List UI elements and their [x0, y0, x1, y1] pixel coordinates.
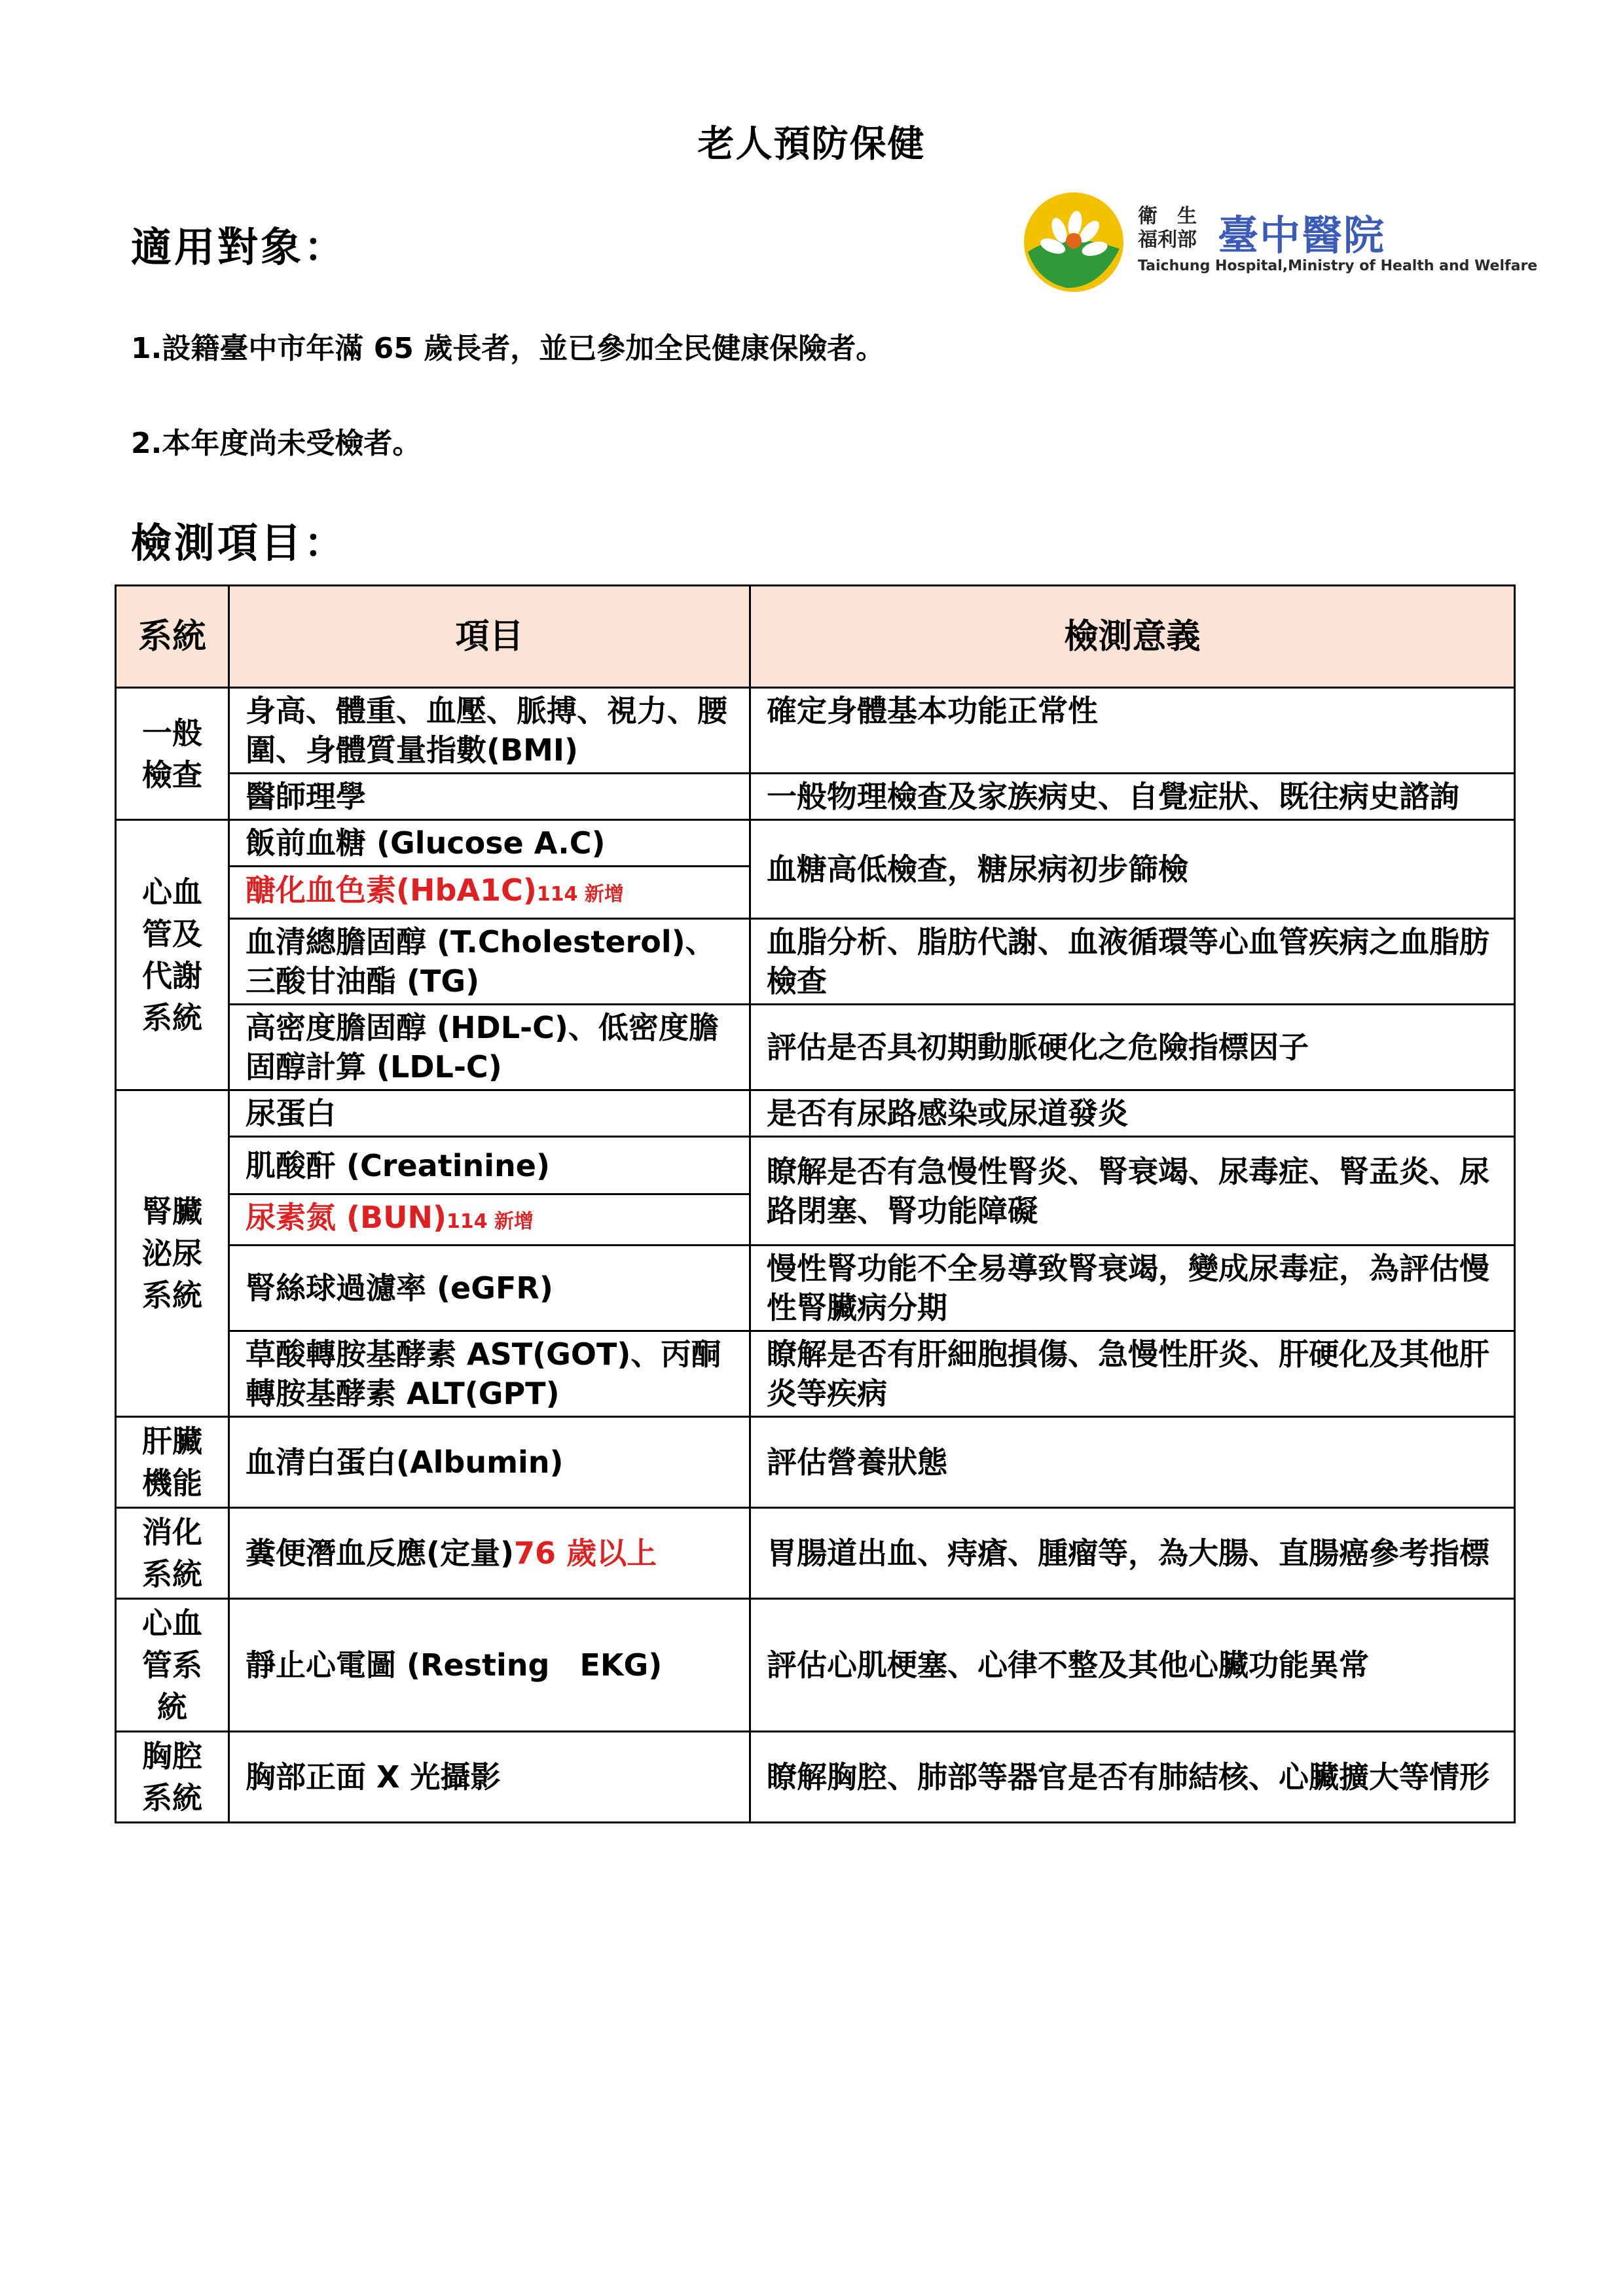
table-row [116, 1137, 1515, 1194]
item-cell: 醫師理學 [229, 774, 750, 820]
table-row [116, 820, 1515, 867]
system-cardiovascular: 心血 管系 統 [116, 1599, 229, 1732]
logo-org-line2: 福利部 [1138, 228, 1197, 251]
item-cell: 靜止心電圖 (Resting EKG) [229, 1599, 750, 1732]
table-row [116, 1331, 1515, 1417]
meaning-cell: 一般物理檢查及家族病史、自覺症狀、既往病史諮詢 [750, 774, 1515, 820]
new-item-label: 尿素氮 (BUN) [246, 1200, 447, 1235]
item-cell: 血清白蛋白(Albumin) [229, 1417, 750, 1508]
item-cell: 尿蛋白 [229, 1090, 750, 1137]
page-title: 老人預防保健 [697, 123, 926, 166]
system-chest: 胸腔 系統 [116, 1732, 229, 1823]
item-cell: 肌酸酐 (Creatinine) [229, 1137, 750, 1194]
meaning-cell: 血糖高低檢查，糖尿病初步篩檢 [750, 820, 1515, 919]
item-label: 糞便潛血反應(定量) [246, 1535, 515, 1571]
hospital-logo [1021, 190, 1538, 295]
system-general: 一般 檢查 [116, 688, 229, 820]
meaning-cell: 評估是否具初期動脈硬化之危險指標因子 [750, 1005, 1515, 1090]
header-system: 系統 [116, 586, 229, 688]
item-cell: 血清總膽固醇 (T.Cholesterol)、三酸甘油酯 (TG) [229, 919, 750, 1005]
item-cell: 高密度膽固醇 (HDL-C)、低密度膽固醇計算 (LDL-C) [229, 1005, 750, 1090]
table-row [116, 1599, 1515, 1732]
header-item: 項目 [229, 586, 750, 688]
meaning-cell: 是否有尿路感染或尿道發炎 [750, 1090, 1515, 1137]
flower-logo-icon [1021, 190, 1126, 295]
table-row [116, 1246, 1515, 1331]
table-row [116, 1417, 1515, 1508]
logo-english-name: Taichung Hospital,Ministry of Health and Welfare [1138, 258, 1538, 274]
meaning-cell: 瞭解是否有肝細胞損傷、急慢性肝炎、肝硬化及其他肝炎等疾病 [750, 1331, 1515, 1417]
item-cell-highlight [229, 867, 750, 919]
meaning-cell: 血脂分析、脂肪代謝、血液循環等心血管疾病之血脂肪檢查 [750, 919, 1515, 1005]
logo-hospital-name: 臺中醫院 [1218, 211, 1386, 259]
logo-org-line1: 衛 生 [1138, 205, 1197, 228]
item-cell: 草酸轉胺基酵素 AST(GOT)、丙酮轉胺基酵素 ALT(GPT) [229, 1331, 750, 1417]
test-items-table [115, 584, 1516, 1823]
table-row [116, 1732, 1515, 1823]
meaning-cell: 評估營養狀態 [750, 1417, 1515, 1508]
meaning-cell: 評估心肌梗塞、心律不整及其他心臟功能異常 [750, 1599, 1515, 1732]
table-row [116, 688, 1515, 774]
table-row [116, 1005, 1515, 1090]
eligibility-item-2: 2.本年度尚未受檢者。 [131, 427, 422, 460]
system-digestive: 消化 系統 [116, 1508, 229, 1599]
item-cell: 身高、體重、血壓、脈搏、視力、腰圍、身體質量指數(BMI) [229, 688, 750, 774]
eligibility-heading: 適用對象： [131, 223, 348, 271]
item-cell: 腎絲球過濾率 (eGFR) [229, 1246, 750, 1331]
new-item-badge: 114 新增 [536, 883, 624, 906]
meaning-cell: 瞭解是否有急慢性腎炎、腎衰竭、尿毒症、腎盂炎、尿路閉塞、腎功能障礙 [750, 1137, 1515, 1246]
table-row [116, 1508, 1515, 1599]
meaning-cell: 慢性腎功能不全易導致腎衰竭，變成尿毒症，為評估慢性腎臟病分期 [750, 1246, 1515, 1331]
item-cell [229, 1508, 750, 1599]
new-item-badge: 114 新增 [446, 1210, 534, 1233]
new-item-label: 醣化血色素(HbA1C) [246, 872, 537, 908]
meaning-cell: 瞭解胸腔、肺部等器官是否有肺結核、心臟擴大等情形 [750, 1732, 1515, 1823]
table-row [116, 774, 1515, 820]
table-header-row [116, 586, 1515, 688]
tests-heading: 檢測項目： [131, 519, 348, 567]
item-cell: 胸部正面 X 光攝影 [229, 1732, 750, 1823]
age-note: 76 歲以上 [514, 1535, 657, 1571]
table-row [116, 919, 1515, 1005]
system-renal: 腎臟 泌尿 系統 [116, 1090, 229, 1417]
item-cell-highlight [229, 1194, 750, 1246]
system-cardio-metabolic: 心血 管及 代謝 系統 [116, 820, 229, 1090]
meaning-cell: 確定身體基本功能正常性 [750, 688, 1515, 774]
meaning-cell: 胃腸道出血、痔瘡、腫瘤等，為大腸、直腸癌參考指標 [750, 1508, 1515, 1599]
table-row [116, 1090, 1515, 1137]
eligibility-item-1: 1.設籍臺中市年滿 65 歲長者，並已參加全民健康保險者。 [131, 332, 885, 365]
item-cell: 飯前血糖 (Glucose A.C) [229, 820, 750, 867]
header-meaning: 檢測意義 [750, 586, 1515, 688]
system-liver: 肝臟 機能 [116, 1417, 229, 1508]
